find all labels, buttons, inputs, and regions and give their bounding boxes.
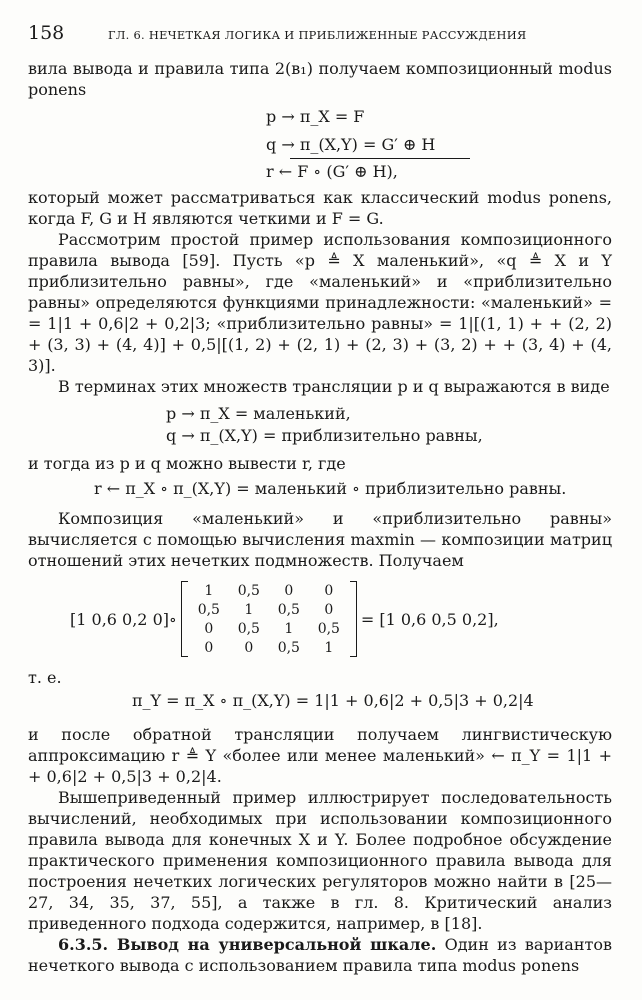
eq-mp-comma: , <box>392 162 398 181</box>
paragraph-10-text: Один из вариантов нечеткого вывода с использованием правила типа modus ponens <box>28 935 613 975</box>
paragraph-4: В терминах этих множеств трансляции p и q выражаются в виде <box>58 377 610 396</box>
eq-translation-q: q → π_(X,Y) = приблизительно равны, <box>166 426 483 445</box>
page <box>28 22 612 976</box>
eq-vector-left: [1 0,6 0,2 0]∘ <box>70 609 177 629</box>
matrix-cell: 1 <box>244 601 254 618</box>
matrix-cell: 1 <box>284 620 294 637</box>
matrix-cell: 0 <box>324 601 334 618</box>
paragraph-1: вила вывода и правила типа 2(в₁) получаем композиционный modus ponens <box>28 59 612 99</box>
matrix-cell: 0 <box>204 639 214 656</box>
eq-translation-p: p → π_X = маленький, <box>166 404 351 423</box>
matrix-row <box>189 581 349 600</box>
matrix-cell: 0 <box>284 582 294 599</box>
inference-rule-line <box>290 158 470 159</box>
paragraph-7: т. е. <box>28 668 62 687</box>
eq-translation-r: r ← π_X ∘ π_(X,Y) = маленький ∘ приблизительно равны. <box>94 479 567 498</box>
matrix-row <box>189 600 349 619</box>
eq-vector-right: = [1 0,6 0,5 0,2], <box>360 609 499 629</box>
paragraph-3: Рассмотрим простой пример использования композиционного правила вывода [59]. Пусть «p ≜ X маленький», «q ≜ X и Y приблизительно равны», где «маленький» и «приблизительно равны» определяются функциями принадлежности: «маленький» = = 1|1 + 0,6|2 + 0,2|3; «приблизительно равны» = 1|[(1, 1) + + (2, 2) + (3, 3) + (4, 4)] + 0,5|[(1, 2) + (2, 1) + (2, 3) + (3, 2) + + (3, 4) + (4, 3)]. <box>28 230 612 375</box>
matrix-cell: 0,5 <box>197 601 220 618</box>
matrix-table <box>189 581 349 657</box>
paragraph-5: и тогда из p и q можно вывести r, где <box>28 454 346 473</box>
relation-matrix <box>181 581 357 657</box>
eq-mp-conclusion-text: r ← F ∘ (G′ ⊕ H) <box>266 162 393 181</box>
matrix-cell: 0,5 <box>277 601 300 618</box>
matrix-cell: 0,5 <box>277 639 300 656</box>
eq-pi-y: π_Y = π_X ∘ π_(X,Y) = 1|1 + 0,6|2 + 0,5|3 + 0,2|4 <box>132 691 534 710</box>
matrix-composition <box>70 571 612 667</box>
matrix-cell: 0,5 <box>237 582 260 599</box>
page-header <box>28 22 612 58</box>
matrix-row <box>189 619 349 638</box>
matrix-row <box>189 638 349 657</box>
matrix-cell: 0,5 <box>317 620 340 637</box>
paragraph-9: Вышеприведенный пример иллюстрирует последовательность вычислений, необходимых при использовании композиционного правила вывода для конечных X и Y. Более подробное обсуждение практического применения композиционного правила вывода для построения нечетких логических регуляторов можно найти в [25—27, 34, 35, 37, 55], а также в гл. 8. Критический анализ приведенного подхода содержится, например, в [18]. <box>28 788 612 933</box>
matrix-cell: 0,5 <box>237 620 260 637</box>
paragraph-10 <box>28 934 612 976</box>
paragraph-6: Композиция «маленький» и «приблизительно равны» вычисляется с помощью вычисления maxmin — композиции матриц отношений этих нечетких подмножеств. Получаем <box>28 509 612 570</box>
matrix-cell: 1 <box>204 582 214 599</box>
matrix-cell: 0 <box>324 582 334 599</box>
eq-mp-premise-2: q → π_(X,Y) = G′ ⊕ H <box>266 135 436 154</box>
page-number: 158 <box>28 22 65 44</box>
eq-mp-conclusion <box>266 161 612 183</box>
eq-mp-premise-1: p → π_X = F <box>266 107 365 126</box>
paragraph-8: и после обратной трансляции получаем лингвистическую аппроксимацию r ≜ Y «более или менее маленький» ← π_Y = 1|1 + + 0,6|2 + 0,5|3 + 0,2|4. <box>28 725 612 786</box>
running-head: ГЛ. 6. НЕЧЕТКАЯ ЛОГИКА И ПРИБЛИЖЕННЫЕ РАССУЖДЕНИЯ <box>108 28 527 42</box>
paragraph-2: который может рассматриваться как классический modus ponens, когда F, G и H являются четкими и F = G. <box>28 188 612 228</box>
matrix-cell: 0 <box>244 639 254 656</box>
section-title: 6.3.5. Вывод на универсальной шкале. <box>58 935 437 954</box>
matrix-cell: 1 <box>324 639 334 656</box>
matrix-cell: 0 <box>204 620 214 637</box>
